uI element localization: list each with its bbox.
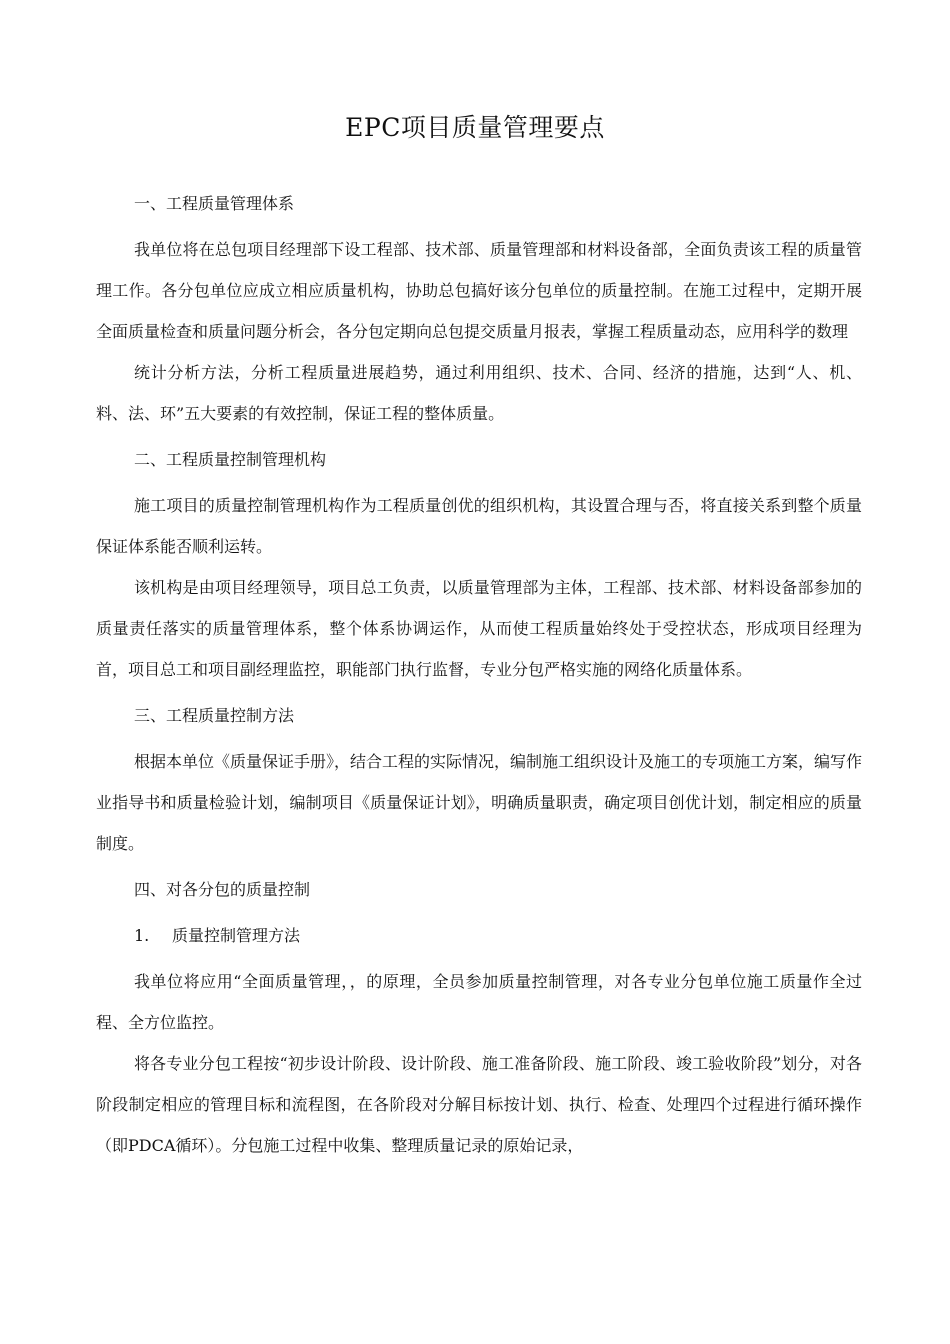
paragraph: 施工项目的质量控制管理机构作为工程质量创优的组织机构，其设置合理与否，将直接关系到整个质量保证体系能否顺利运转。 [96, 496, 862, 556]
paragraph: 该机构是由项目经理领导，项目总工负责，以质量管理部为主体，工程部、技术部、材料设备部参加的质量责任落实的质量管理体系，整个体系协调运作，从而使工程质量始终处于受控状态，形成项目经理为首，项目总工和项目副经理监控，职能部门执行监督，专业分包严格实施的网络化质量体系。 [96, 578, 862, 679]
subsection-number: 1. [134, 926, 150, 945]
document-title: EPC项目质量管理要点 [345, 113, 605, 142]
section-heading-control-method: 三、工程质量控制方法 [134, 706, 295, 725]
subsection-heading [96, 915, 862, 956]
paragraph: 我单位将应用“全面质量管理，，的原理，全员参加质量控制管理，对各专业分包单位施工质量作全过程、全方位监控。 [96, 972, 862, 1032]
document-body [96, 183, 862, 1166]
paragraph: 我单位将在总包项目经理部下设工程部、技术部、质量管理部和材料设备部，全面负责该工程的质量管理工作。各分包单位应成立相应质量机构，协助总包搞好该分包单位的质量控制。在施工过程中，定期开展全面质量检查和质量问题分析会，各分包定期向总包提交质量月报表，掌握工程质量动态，应用科学的数理 [96, 240, 862, 341]
section-heading-quality-system: 一、工程质量管理体系 [134, 194, 295, 213]
paragraph: 将各专业分包工程按“初步设计阶段、设计阶段、施工准备阶段、施工阶段、竣工验收阶段”划分，对各阶段制定相应的管理目标和流程图，在各阶段对分解目标按计划、执行、检查、处理四个过程进行循环操作（即PDCA循环）。分包施工过程中收集、整理质量记录的原始记录， [96, 1054, 862, 1155]
paragraph: 根据本单位《质量保证手册》，结合工程的实际情况，编制施工组织设计及施工的专项施工方案，编写作业指导书和质量检验计划，编制项目《质量保证计划》，明确质量职责，确定项目创优计划，制定相应的质量制度。 [96, 752, 863, 853]
paragraph: 统计分析方法，分析工程质量进展趋势，通过利用组织、技术、合同、经济的措施，达到“人、机、料、法、环”五大要素的有效控制，保证工程的整体质量。 [96, 363, 862, 423]
subsection-title: 质量控制管理方法 [172, 926, 301, 945]
section-heading-control-organization: 二、工程质量控制管理机构 [134, 450, 327, 469]
section-heading-subcontract-control: 四、对各分包的质量控制 [134, 880, 311, 899]
